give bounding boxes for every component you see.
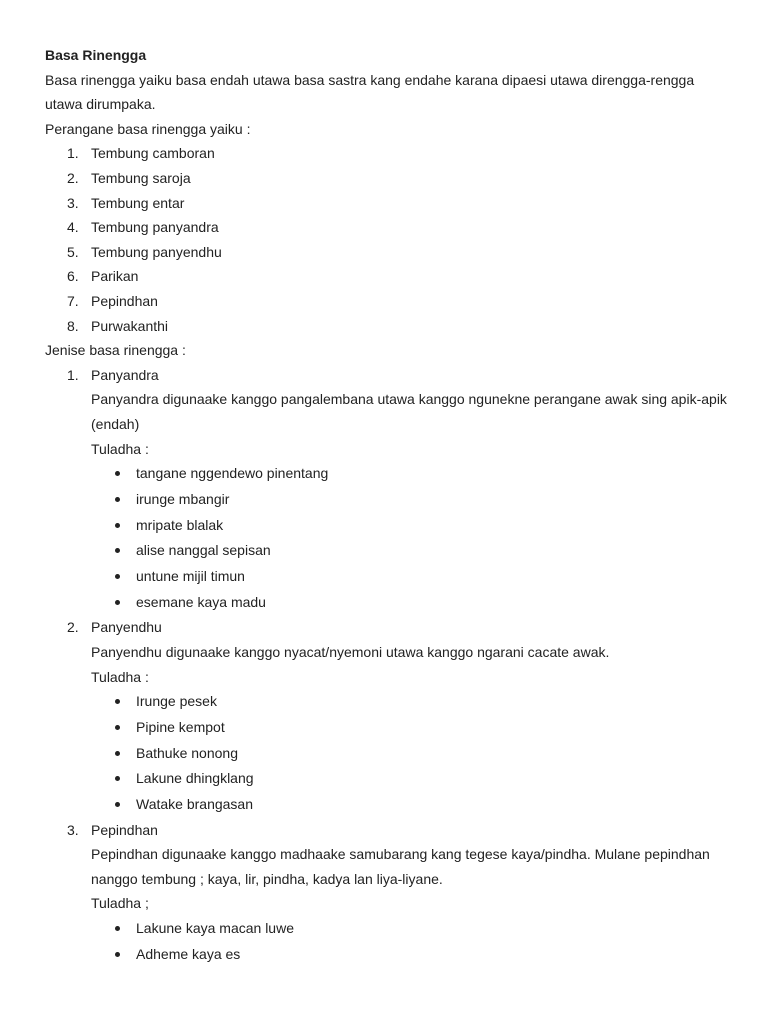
section-panyandra bbox=[45, 363, 728, 616]
section-number: 2. bbox=[67, 619, 79, 636]
list-number: 3. bbox=[67, 194, 79, 211]
jenise-list bbox=[45, 363, 728, 968]
list-item bbox=[45, 314, 728, 339]
list-item: tangane nggendewo pinentang bbox=[91, 461, 728, 487]
tuladha-label: Tuladha ; bbox=[91, 895, 149, 912]
list-item-text: Tembung saroja bbox=[91, 169, 191, 186]
list-item bbox=[45, 215, 728, 240]
list-number: 7. bbox=[67, 292, 79, 309]
list-item: untune mijil timun bbox=[91, 564, 728, 590]
list-number: 4. bbox=[67, 219, 79, 236]
list-item-text: Purwakanthi bbox=[91, 317, 169, 334]
doc-title: Basa Rinengga bbox=[45, 47, 147, 63]
list-item: irunge mbangir bbox=[91, 487, 728, 513]
section-panyendhu bbox=[45, 615, 728, 817]
section-description: Panyandra digunaake kanggo pangalembana utawa kanggo ngunekne perangane awak sing apik-apik (endah) bbox=[91, 391, 727, 432]
example-list bbox=[91, 461, 728, 615]
perangane-list bbox=[45, 141, 728, 338]
list-item bbox=[45, 141, 728, 166]
list-number: 1. bbox=[67, 145, 79, 162]
list-item bbox=[45, 289, 728, 314]
list-item bbox=[45, 240, 728, 265]
list-item-text: Tembung panyandra bbox=[91, 219, 219, 236]
list-item-text: Tembung panyendhu bbox=[91, 243, 222, 260]
list-item: Adheme kaya es bbox=[91, 942, 728, 968]
list-item: Pipine kempot bbox=[91, 715, 728, 741]
list-item-text: Parikan bbox=[91, 268, 139, 285]
list-item bbox=[45, 166, 728, 191]
list-number: 6. bbox=[67, 268, 79, 285]
section-name: Pepindhan bbox=[91, 821, 158, 838]
list-item-text: Pepindhan bbox=[91, 292, 158, 309]
list-item: Bathuke nonong bbox=[91, 741, 728, 767]
list-item: alise nanggal sepisan bbox=[91, 538, 728, 564]
list-item bbox=[45, 191, 728, 216]
section-description: Panyendhu digunaake kanggo nyacat/nyemoni utawa kanggo ngarani cacate awak. bbox=[91, 643, 610, 660]
list-item bbox=[45, 264, 728, 289]
list-number: 2. bbox=[67, 169, 79, 186]
list-item: Lakune kaya macan luwe bbox=[91, 916, 728, 942]
list-item: Watake brangasan bbox=[91, 792, 728, 818]
list-item: Lakune dhingklang bbox=[91, 766, 728, 792]
tuladha-label: Tuladha : bbox=[91, 440, 149, 457]
section-number: 3. bbox=[67, 821, 79, 838]
section-number: 1. bbox=[67, 366, 79, 383]
section-name: Panyandra bbox=[91, 366, 159, 383]
example-list bbox=[91, 916, 728, 967]
list-number: 5. bbox=[67, 243, 79, 260]
list-item: esemane kaya madu bbox=[91, 590, 728, 616]
jenise-heading: Jenise basa rinengga : bbox=[45, 342, 186, 359]
section-pepindhan bbox=[45, 818, 728, 968]
section-description: Pepindhan digunaake kanggo madhaake samubarang kang tegese kaya/pindha. Mulane pepindhan nanggo tembung ; kaya, lir, pindha, kadya lan liya-liyane. bbox=[91, 846, 710, 887]
list-item-text: Tembung entar bbox=[91, 194, 185, 211]
list-item: mripate blalak bbox=[91, 513, 728, 539]
list-number: 8. bbox=[67, 317, 79, 334]
intro-paragraph: Basa rinengga yaiku basa endah utawa basa sastra kang endahe karana dipaesi utawa direngga-rengga utawa dirumpaka. bbox=[45, 71, 695, 113]
tuladha-label: Tuladha : bbox=[91, 668, 149, 685]
section-name: Panyendhu bbox=[91, 619, 162, 636]
list-item: Irunge pesek bbox=[91, 689, 728, 715]
perangane-heading: Perangane basa rinengga yaiku : bbox=[45, 120, 251, 137]
example-list bbox=[91, 689, 728, 818]
list-item-text: Tembung camboran bbox=[91, 145, 215, 162]
